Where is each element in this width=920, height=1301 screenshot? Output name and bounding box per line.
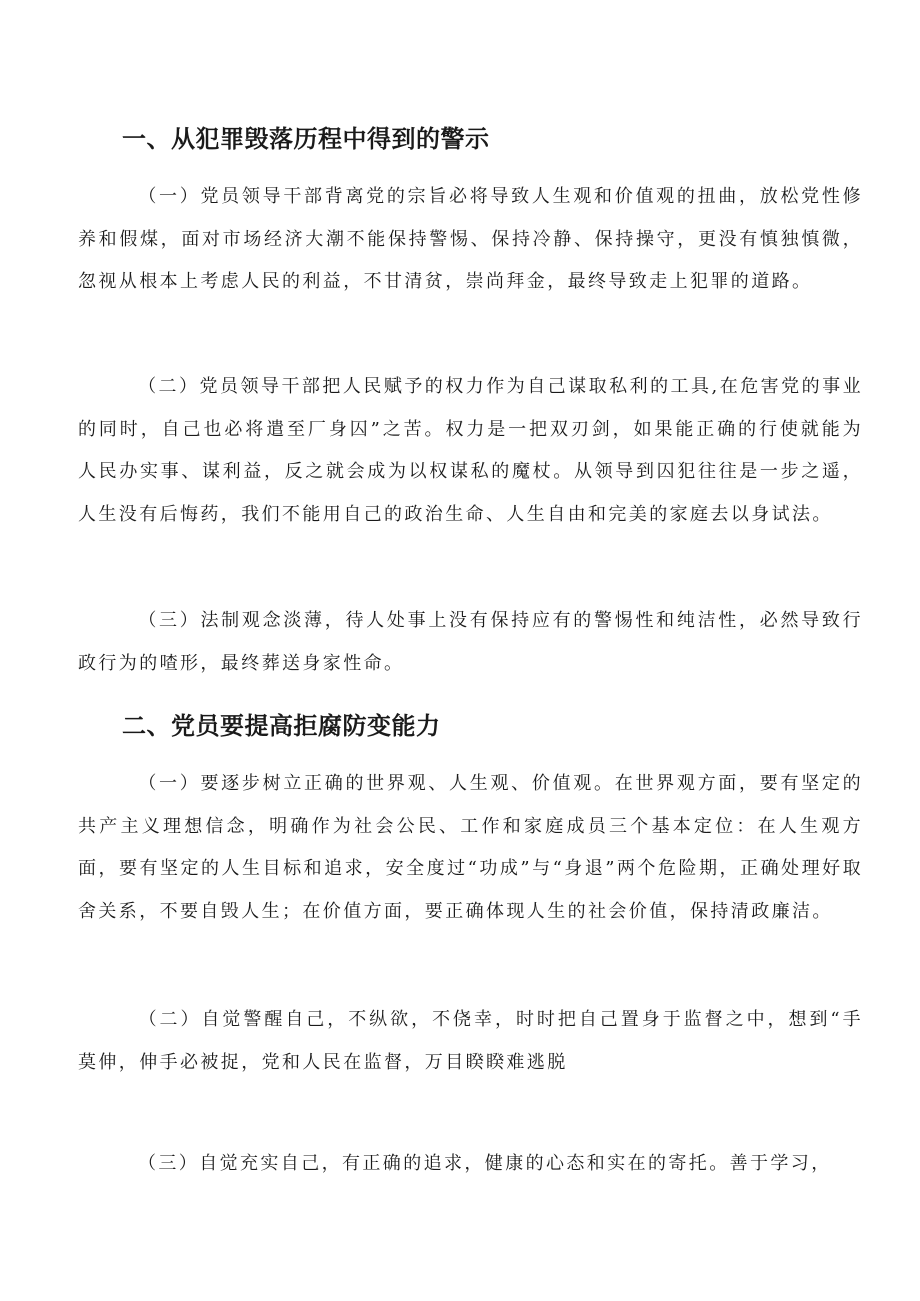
section-2-paragraph-2 (78, 999, 863, 1084)
section-2-heading: 二、党员要提高拒腐防变能力 (122, 712, 441, 740)
paragraph-text: （三）法制观念淡薄，待人处事上没有保持应有的警惕性和纯洁性，必然导致行政行为的喳形，最终葬送身家性命。 (78, 610, 863, 674)
section-1-paragraph-1 (78, 176, 863, 304)
section-1-paragraph-2 (78, 366, 863, 536)
paragraph-text: （三）自觉充实自己，有正确的追求，健康的心态和实在的寄托。善于学习， (138, 1153, 832, 1174)
section-1-heading: 一、从犯罪毁落历程中得到的警示 (122, 125, 490, 153)
paragraph-text: （一）党员领导干部背离党的宗旨必将导致人生观和价值观的扭曲，放松党性修养和假煤，面对市场经济大潮不能保持警惕、保持冷静、保持操守，更没有慎独慎微，忽视从根本上考虑人民的利益，不甘清贫，崇尚拜金，最终导致走上犯罪的道路。 (78, 186, 863, 292)
section-2-paragraph-3 (78, 1143, 863, 1186)
paragraph-text: （二）自觉警醒自己，不纵欲，不侥幸，时时把自己置身于监督之中，想到“手莫伸，伸手必被捉，党和人民在监督，万目睽睽难逃脱 (78, 1009, 863, 1073)
section-2-paragraph-1 (78, 763, 863, 933)
section-1-paragraph-3 (78, 600, 863, 685)
paragraph-text: （二）党员领导干部把人民赋予的权力作为自己谋取私利的工具,在危害党的事业的同时，自己也必将遣至厂身囚”之苦。权力是一把双刃剑，如果能正确的行使就能为人民办实事、谋利益，反之就会成为以权谋私的魔杖。从领导到囚犯往往是一步之遥，人生没有后悔药，我们不能用自己的政治生命、人生自由和完美的家庭去以身试法。 (78, 376, 863, 525)
paragraph-text: （一）要逐步树立正确的世界观、人生观、价值观。在世界观方面，要有坚定的共产主义理想信念，明确作为社会公民、工作和家庭成员三个基本定位：在人生观方面，要有坚定的人生目标和追求，安全度过“功成”与“身退”两个危险期，正确处理好取舍关系，不要自毁人生；在价值方面，要正确体现人生的社会价值，保持清政廉洁。 (78, 773, 863, 922)
